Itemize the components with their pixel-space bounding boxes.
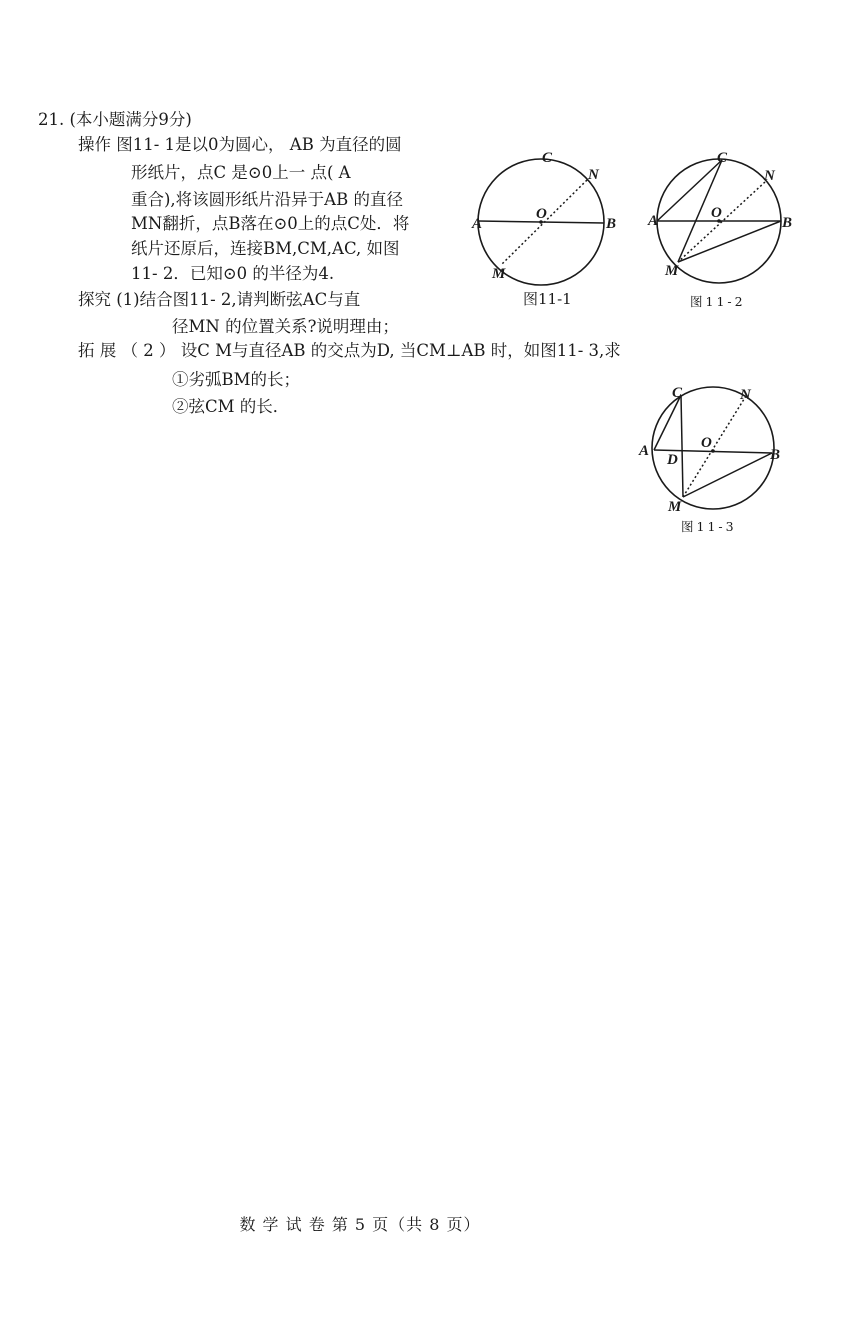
fig3-label-o: O	[701, 435, 712, 451]
figure-11-2	[645, 145, 795, 285]
question-header: 21. (本小题满分9分)	[38, 110, 192, 129]
text-line-11: ②弦CM 的长．	[172, 397, 290, 416]
fig3-label-d: D	[667, 452, 678, 468]
fig3-label-c: C	[672, 385, 683, 401]
text-line-10: ①劣弧BM的长；	[172, 370, 301, 389]
text-line-8: 径MN 的位置关系?说明理由；	[172, 317, 399, 336]
figure-11-2-caption: 图11-2	[690, 294, 746, 309]
fig2-label-n: N	[764, 168, 775, 184]
fig2-label-a: A	[648, 213, 659, 229]
fig2-label-m: M	[665, 263, 679, 279]
text-line-5: 纸片还原后，连接BM,CM,AC, 如图	[131, 239, 400, 258]
fig1-label-o: O	[536, 206, 547, 222]
fig1-label-m: M	[492, 266, 506, 282]
fig1-label-c: C	[542, 150, 553, 166]
fig3-label-a: A	[639, 443, 650, 459]
page-footer: 数 学 试 卷 第 5 页（共 8 页）	[239, 1215, 481, 1234]
text-line-3: 重合),将该圆形纸片沿异于AB 的直径	[131, 190, 403, 209]
fig3-label-b: B	[770, 447, 781, 463]
fig1-label-a: A	[472, 216, 483, 232]
text-line-1: 操作 图11- 1是以0为圆心， AB 为直径的圆	[78, 135, 402, 154]
fig1-label-n: N	[588, 167, 599, 183]
figure-11-3	[634, 380, 789, 520]
text-line-4: MN翻折，点B落在⊙0上的点C处．将	[131, 214, 410, 233]
figure-11-1	[470, 145, 620, 285]
text-line-2: 形纸片，点C 是⊙0上一 点( A	[131, 163, 351, 182]
figure-11-3-caption: 图11-3	[681, 519, 737, 534]
figure-11-1-caption: 图11-1	[523, 290, 572, 308]
fig2-label-b: B	[782, 215, 793, 231]
fig1-label-b: B	[606, 216, 617, 232]
text-line-9: 拓 展 （ 2 ） 设C M与直径AB 的交点为D, 当CM⊥AB 时，如图11- 3,求	[78, 341, 621, 360]
text-line-6: 11- 2．已知⊙0 的半径为4.	[131, 264, 335, 283]
fig2-label-c: C	[717, 150, 728, 166]
text-line-7: 探究 (1)结合图11- 2,请判断弦AC与直	[78, 290, 361, 309]
fig2-label-o: O	[711, 205, 722, 221]
fig3-label-m: M	[668, 499, 682, 515]
fig3-label-n: N	[740, 387, 751, 403]
